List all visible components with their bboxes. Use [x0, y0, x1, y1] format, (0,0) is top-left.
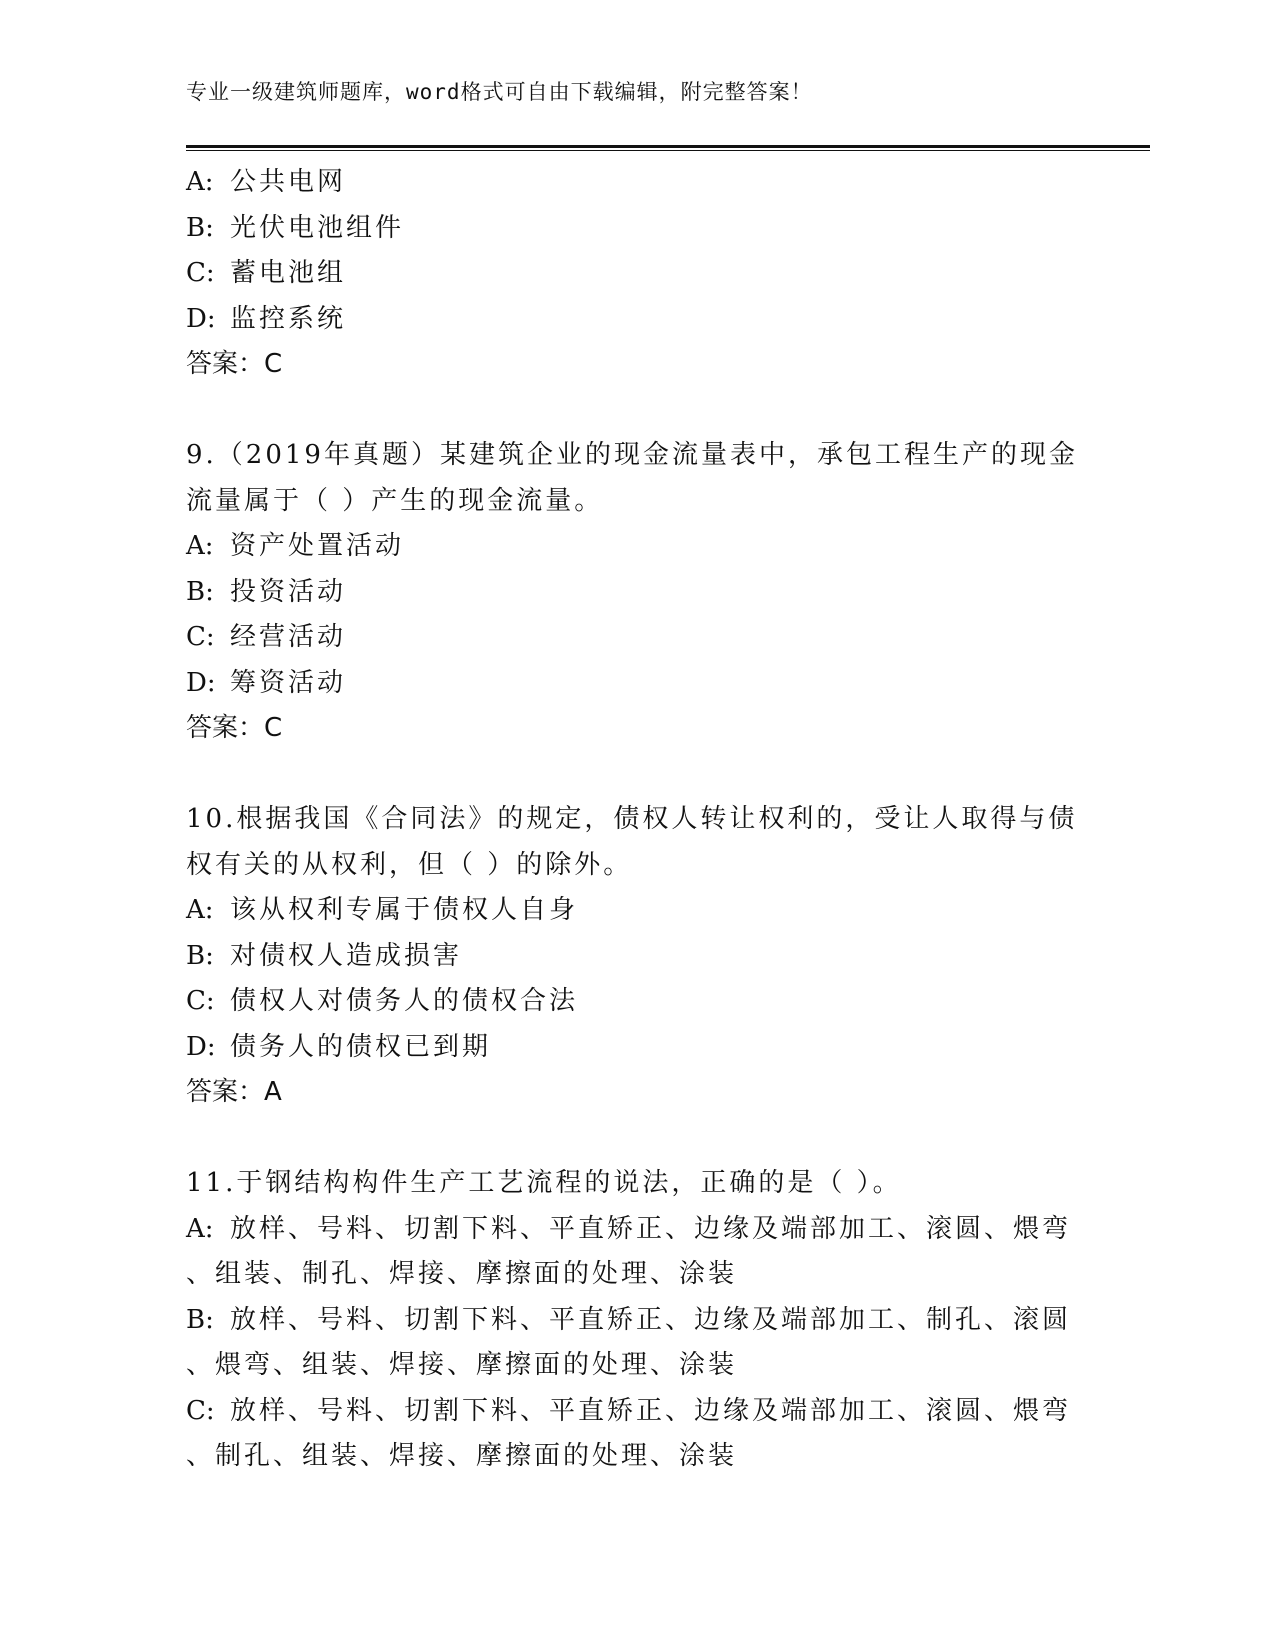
option-text: 资产处置活动 — [230, 531, 405, 561]
spacer — [186, 1116, 1076, 1162]
question-11 — [186, 1161, 1076, 1480]
question-10 — [186, 797, 1076, 1116]
option-label: D: — [186, 667, 216, 698]
option-c-continued: 、制孔、组装、焊接、摩擦面的处理、涂装 — [186, 1441, 738, 1471]
option-text: 债权人对债务人的债权合法 — [230, 986, 579, 1016]
option-text: 公共电网 — [230, 167, 347, 197]
option-text: 经营活动 — [230, 622, 347, 652]
option-label: A: — [186, 1213, 214, 1244]
option-c — [186, 615, 1076, 661]
option-text: 放样、号料、切割下料、平直矫正、边缘及端部加工、滚圆、煨弯 — [230, 1395, 1072, 1426]
header-rule-thin — [186, 150, 1150, 151]
question-stem: 10.根据我国《合同法》的规定，债权人转让权利的，受让人取得与债 — [186, 804, 1078, 834]
option-b — [186, 934, 1076, 980]
question-8 — [186, 160, 1076, 388]
option-text: 投资活动 — [230, 576, 347, 607]
answer-line: 答案：C — [186, 349, 283, 379]
option-text: 蓄电池组 — [230, 258, 347, 288]
option-label: C: — [186, 258, 215, 288]
option-text: 该从权利专属于债权人自身 — [230, 895, 579, 925]
option-text: 监控系统 — [230, 303, 347, 334]
spacer — [186, 752, 1076, 798]
option-a — [186, 160, 1076, 206]
option-b-continued: 、煨弯、组装、焊接、摩擦面的处理、涂装 — [186, 1350, 738, 1380]
option-b — [186, 570, 1076, 616]
option-label: B: — [186, 212, 214, 243]
option-a-continued: 、组装、制孔、焊接、摩擦面的处理、涂装 — [186, 1259, 738, 1289]
option-text: 债务人的债权已到期 — [230, 1031, 492, 1062]
option-label: A: — [186, 895, 214, 925]
option-c — [186, 1389, 1076, 1435]
option-d — [186, 661, 1076, 707]
option-text: 筹资活动 — [230, 667, 347, 698]
option-a — [186, 888, 1076, 934]
page-header: 专业一级建筑师题库，word格式可自由下载编辑，附完整答案！ — [186, 80, 813, 104]
option-text: 对债权人造成损害 — [230, 940, 463, 971]
option-label: B: — [186, 1304, 214, 1335]
option-label: D: — [186, 1031, 216, 1062]
option-b — [186, 206, 1076, 252]
option-label: D: — [186, 303, 216, 334]
question-stem-continued: 流量属于（ ）产生的现金流量。 — [186, 485, 604, 516]
option-label: A: — [186, 531, 214, 561]
header-rule-thick — [186, 145, 1150, 148]
option-label: C: — [186, 1395, 215, 1426]
option-label: B: — [186, 940, 214, 971]
answer-line: 答案：A — [186, 1077, 282, 1107]
question-stem: 9.（2019年真题）某建筑企业的现金流量表中，承包工程生产的现金 — [186, 440, 1078, 470]
option-label: A: — [186, 167, 214, 197]
question-9 — [186, 433, 1076, 752]
option-label: C: — [186, 622, 215, 652]
option-text: 放样、号料、切割下料、平直矫正、边缘及端部加工、滚圆、煨弯 — [230, 1213, 1072, 1244]
option-d — [186, 1025, 1076, 1071]
option-text: 光伏电池组件 — [230, 212, 405, 243]
spacer — [186, 388, 1076, 434]
question-stem: 11.于钢结构构件生产工艺流程的说法，正确的是（ ）。 — [186, 1168, 902, 1198]
question-list — [186, 160, 1076, 1480]
option-text: 放样、号料、切割下料、平直矫正、边缘及端部加工、制孔、滚圆 — [230, 1304, 1072, 1335]
option-d — [186, 297, 1076, 343]
option-label: B: — [186, 576, 214, 607]
option-b — [186, 1298, 1076, 1344]
option-c — [186, 251, 1076, 297]
question-stem-continued: 权有关的从权利，但（ ）的除外。 — [186, 849, 633, 880]
option-label: C: — [186, 986, 215, 1016]
option-c — [186, 979, 1076, 1025]
option-a — [186, 1207, 1076, 1253]
option-a — [186, 524, 1076, 570]
answer-line: 答案：C — [186, 713, 283, 743]
